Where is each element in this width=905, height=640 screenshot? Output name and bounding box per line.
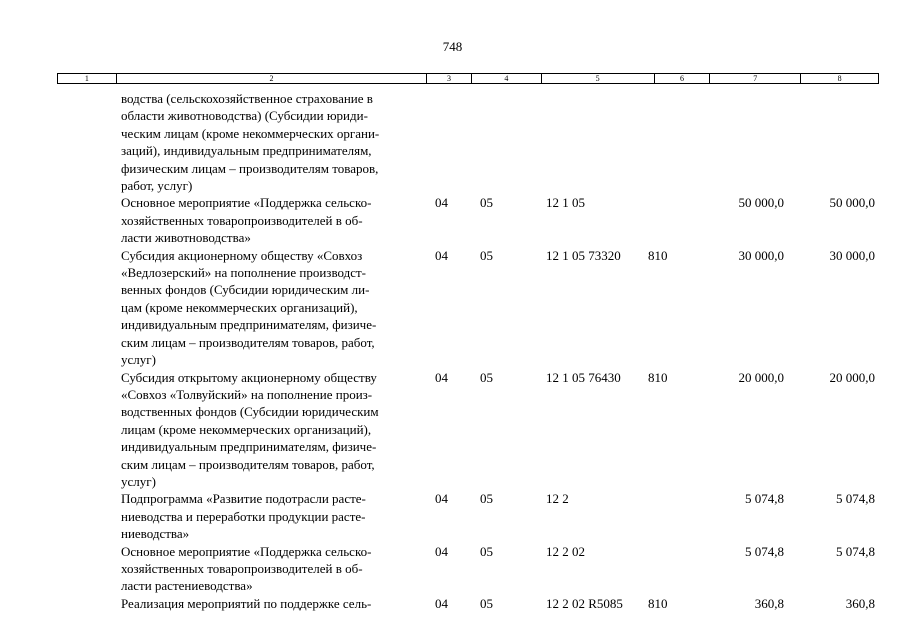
subsection-code: 05 — [480, 195, 493, 211]
description-line: «Ведлозерский» на пополнение производст- — [121, 265, 367, 281]
description-line: услуг) — [121, 473, 156, 489]
description-line: индивидуальным предпринимателям, физиче- — [121, 317, 377, 333]
target-article-code: 12 1 05 — [546, 195, 585, 211]
row-description — [121, 490, 427, 542]
description-line: лицам (кроме некоммерческих организаций), — [121, 421, 372, 437]
description-line: ласти растениеводства» — [121, 578, 253, 594]
table-row — [0, 490, 905, 542]
section-code: 04 — [435, 543, 448, 559]
amount-year-1: 360,8 — [754, 595, 784, 611]
description-line: Субсидия акционерному обществу «Совхоз — [121, 247, 363, 263]
description-line: водства (сельскохозяйственное страхование в — [121, 91, 373, 106]
row-description — [121, 369, 427, 491]
description-line: ласти животноводства» — [121, 230, 251, 246]
row-description — [121, 194, 427, 246]
expense-type-code: 810 — [648, 595, 668, 611]
amount-year-1: 30 000,0 — [738, 247, 784, 263]
amount-year-2: 50 000,0 — [829, 195, 875, 211]
row-description — [121, 595, 427, 612]
row-description — [121, 543, 427, 595]
header-col-4: 4 — [472, 74, 542, 83]
description-line: ниеводства и переработки продукции расте- — [121, 508, 366, 524]
table-body — [0, 90, 905, 612]
header-col-1: 1 — [58, 74, 117, 83]
section-code: 04 — [435, 595, 448, 611]
amount-year-2: 5 074,8 — [836, 543, 875, 559]
description-line: Подпрограмма «Развитие подотрасли расте- — [121, 491, 366, 507]
subsection-code: 05 — [480, 595, 493, 611]
description-line: водственных фондов (Субсидии юридическим — [121, 404, 379, 420]
description-line: цам (кроме некоммерческих организаций), — [121, 299, 358, 315]
amount-year-2: 5 074,8 — [836, 491, 875, 507]
description-line: ским лицам – производителям товаров, работ, — [121, 456, 375, 472]
target-article-code: 12 2 02 — [546, 543, 585, 559]
table-row — [0, 90, 905, 194]
header-col-6: 6 — [655, 74, 711, 83]
amount-year-2: 20 000,0 — [829, 369, 875, 385]
description-line: заций), индивидуальным предпринимателям, — [121, 143, 372, 159]
table-row — [0, 194, 905, 246]
amount-year-1: 20 000,0 — [738, 369, 784, 385]
section-code: 04 — [435, 195, 448, 211]
subsection-code: 05 — [480, 247, 493, 263]
target-article-code: 12 1 05 76430 — [546, 369, 621, 385]
description-line: области животноводства) (Субсидии юриди- — [121, 108, 368, 124]
header-col-8: 8 — [837, 74, 842, 83]
amount-year-1: 5 074,8 — [745, 491, 784, 507]
description-line: услуг) — [121, 352, 156, 368]
subsection-code: 05 — [480, 369, 493, 385]
description-line: Субсидия открытому акционерному обществу — [121, 369, 377, 385]
header-col-7: 7 — [710, 74, 801, 83]
header-col-3: 3 — [427, 74, 472, 83]
description-line: «Совхоз «Толвуйский» на пополнение произ- — [121, 386, 373, 402]
description-line: Основное мероприятие «Поддержка сельско- — [121, 543, 372, 559]
amount-year-2: 360,8 — [845, 595, 875, 611]
row-description — [121, 90, 427, 194]
table-row — [0, 247, 905, 369]
table-row — [0, 543, 905, 595]
description-line: ским лицам – производителям товаров, работ, — [121, 334, 375, 350]
description-line: индивидуальным предпринимателям, физиче- — [121, 439, 377, 455]
section-code: 04 — [435, 369, 448, 385]
description-line: ниеводства» — [121, 526, 190, 542]
table-row — [0, 369, 905, 491]
section-code: 04 — [435, 491, 448, 507]
amount-year-1: 50 000,0 — [738, 195, 784, 211]
description-line: Реализация мероприятий по поддержке сель- — [121, 595, 372, 611]
description-line: ческим лицам (кроме некоммерческих органи- — [121, 125, 380, 141]
page-number: 748 — [442, 39, 463, 54]
description-line: Основное мероприятие «Поддержка сельско- — [121, 195, 372, 211]
expense-type-code: 810 — [648, 369, 668, 385]
header-col-2: 2 — [117, 74, 427, 83]
table-header-row — [57, 73, 879, 84]
description-line: венных фондов (Субсидии юридическим ли- — [121, 282, 370, 298]
table-row — [0, 595, 905, 612]
header-col-5: 5 — [542, 74, 655, 83]
row-description — [121, 247, 427, 369]
description-line: физическим лицам – производителям товаров, — [121, 160, 379, 176]
description-line: работ, услуг) — [121, 178, 193, 194]
target-article-code: 12 2 02 R5085 — [546, 595, 623, 611]
amount-year-1: 5 074,8 — [745, 543, 784, 559]
subsection-code: 05 — [480, 543, 493, 559]
amount-year-2: 30 000,0 — [829, 247, 875, 263]
target-article-code: 12 1 05 73320 — [546, 247, 621, 263]
expense-type-code: 810 — [648, 247, 668, 263]
section-code: 04 — [435, 247, 448, 263]
description-line: хозяйственных товаропроизводителей в об- — [121, 212, 363, 228]
description-line: хозяйственных товаропроизводителей в об- — [121, 560, 363, 576]
subsection-code: 05 — [480, 491, 493, 507]
target-article-code: 12 2 — [546, 491, 569, 507]
